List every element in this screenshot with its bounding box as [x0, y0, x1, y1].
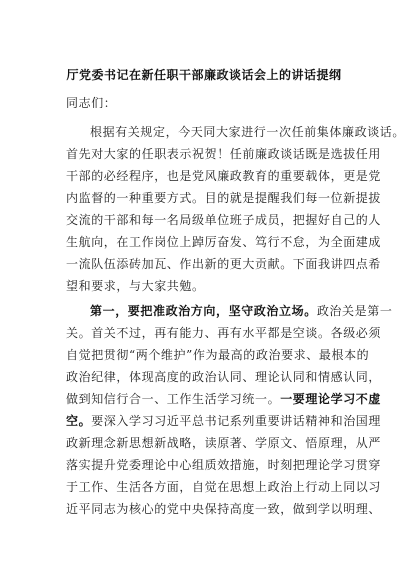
paragraph-line: 干部的必经程序，也是党风廉政教育的重要载体，更是党 [66, 169, 382, 183]
paragraph-line: 自觉把贯彻“两个维护”作为最高的政治要求、最根本的 [66, 348, 370, 362]
paragraph-line: 政治纪律，体现高度的政治认同、理论认同和情感认同， [66, 370, 382, 384]
subsection-heading: 空。 [66, 414, 92, 428]
subsection-heading: 一要理论学习不虚 [280, 392, 382, 406]
text-run: 政治关是第一 [316, 304, 393, 318]
paragraph-line: 一流队伍添砖加瓦、作出新的更大贡献。下面我讲四点希 [66, 257, 382, 271]
paragraph-line: 生航向，在工作岗位上踔厉奋发、笃行不怠，为全面建成 [66, 235, 382, 249]
paragraph-line: 交流的干部和每一名局级单位班子成员，把握好自己的人 [66, 213, 382, 227]
paragraph-line: 内监督的一种重要方式。目的就是提醒我们每一位新提拔 [66, 191, 382, 205]
document-title: 厅党委书记在新任职干部廉政谈话会上的讲话提纲 [66, 68, 342, 82]
section-heading: 第一，要把准政治方向，坚守政治立场。 [90, 304, 317, 318]
paragraph-line: 于工作、生活各方面，自觉在思想上政治上行动上同以习 [66, 480, 382, 494]
paragraph-line: 根据有关规定，今天同大家进行一次任前集体廉政谈话。 [90, 125, 406, 139]
paragraph-line [66, 392, 382, 406]
text-run: 做到知信行合一、工作生活学习统一。 [66, 392, 281, 406]
paragraph-line: 近平同志为核心的党中央保持高度一致，做到学以明理、 [66, 502, 382, 516]
paragraph-line [66, 414, 382, 428]
paragraph-line: 落实提升党委理论中心组质效措施，时刻把理论学习贯穿 [66, 458, 382, 472]
paragraph-line: 望和要求，与大家共勉。 [66, 279, 205, 293]
text-run: 要深入学习习近平总书记系列重要讲话精神和治国理 [91, 414, 382, 428]
paragraph-line: 首先对大家的任职表示祝贺！任前廉政谈话既是选拔任用 [66, 147, 382, 161]
paragraph-line: 关。首关不过，再有能力、再有水平都是空谈。各级必须 [66, 326, 382, 340]
paragraph-line [90, 304, 393, 318]
paragraph-line: 政新理念新思想新战略，读原著、学原文、悟原理，从严 [66, 436, 382, 450]
salutation: 同志们： [66, 96, 117, 110]
